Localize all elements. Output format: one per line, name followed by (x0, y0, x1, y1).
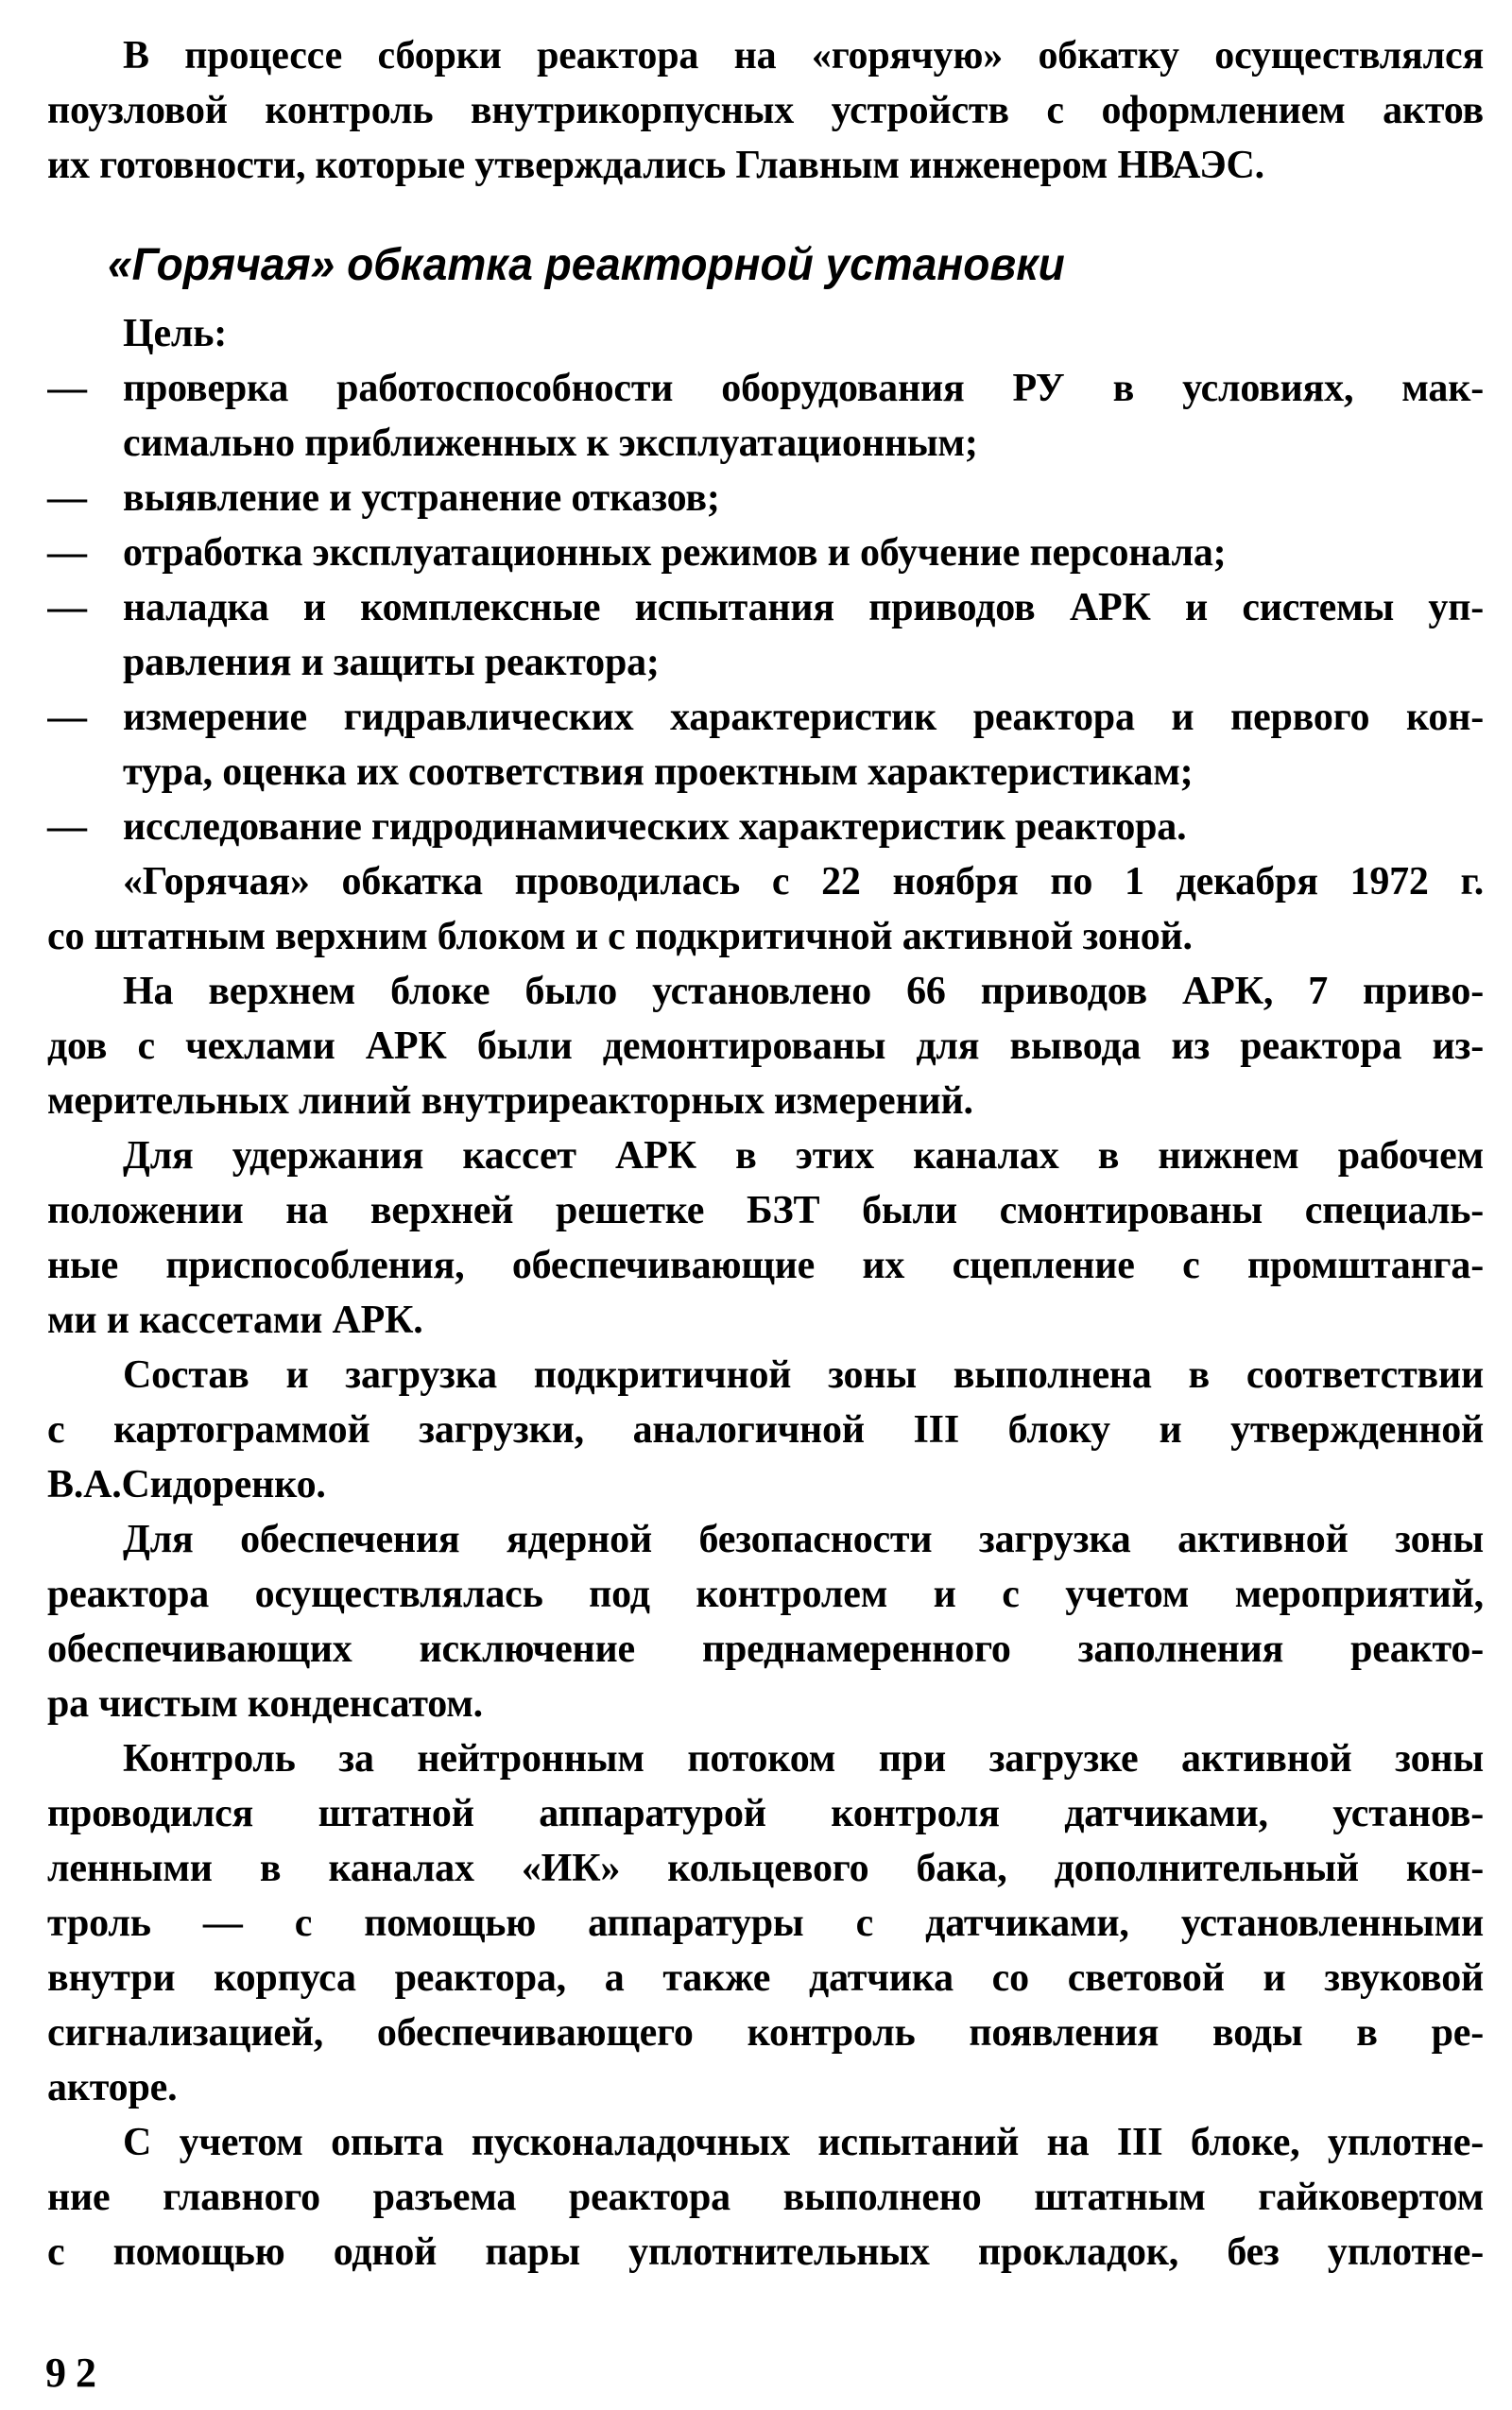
text-line: равления и защиты реактора; (123, 641, 660, 684)
text-line: ленными в каналах «ИК» кольцевого бака, дополнительный кон- (47, 1847, 1484, 1890)
text-line: положении на верхней решетке БЗТ были смонтированы специаль- (47, 1189, 1484, 1232)
text-line: В процессе сборки реактора на «горячую» обкатку осуществлялся (123, 34, 1484, 77)
text-line: сигнализацией, обеспечивающего контроль появления воды в ре- (47, 2011, 1484, 2055)
text-line: В.А.Сидоренко. (47, 1463, 326, 1506)
text-line: симально приближенных к эксплуатационным; (123, 422, 978, 465)
section-heading (47, 236, 1484, 295)
bullet-dash: — (47, 586, 87, 629)
bullet-line-text: проверка работоспособности оборудования РУ в условиях, мак- (123, 367, 1484, 410)
text-line: Для удержания кассет АРК в этих каналах в нижнем рабочем (123, 1134, 1484, 1178)
bullet-dash: — (47, 367, 87, 410)
text-line: внутри корпуса реактора, а также датчика со световой и звуковой (47, 1956, 1484, 2000)
text-line: Состав и загрузка подкритичной зоны выполнена в соответствии (123, 1353, 1484, 1397)
bullet-line (47, 361, 1484, 416)
bullet-dash: — (47, 696, 87, 739)
text-line: поузловой контроль внутрикорпусных устройств с оформлением актов (47, 89, 1484, 132)
text-line: Контроль за нейтронным потоком при загрузке активной зоны (123, 1737, 1484, 1781)
bullet-line-text: исследование гидродинамических характеристик реактора. (123, 805, 1187, 849)
bullet-line-text: наладка и комплексные испытания приводов АРК и системы уп- (123, 586, 1484, 629)
text-line: Цель: (123, 312, 228, 355)
text-line: ми и кассетами АРК. (47, 1299, 423, 1342)
text-line: акторе. (47, 2066, 178, 2109)
text-line: С учетом опыта пусконаладочных испытаний на III блоке, уплотне- (123, 2121, 1484, 2164)
text-line: мерительных линий внутриреакторных измерений. (47, 1079, 973, 1123)
text-line: их готовности, которые утверждались Главным инженером НВАЭС. (47, 144, 1264, 187)
bullet-dash: — (47, 531, 87, 575)
bullet-dash: — (47, 476, 87, 520)
bullet-line-text: отработка эксплуатационных режимов и обучение персонала; (123, 531, 1227, 575)
text-line: На верхнем блоке было установлено 66 приводов АРК, 7 приво- (123, 970, 1484, 1013)
text-line: проводился штатной аппаратурой контроля датчиками, установ- (47, 1792, 1484, 1835)
text-line: «Горячая» обкатка проводилась с 22 ноября по 1 декабря 1972 г. (123, 860, 1484, 904)
text-line: реактора осуществлялась под контролем и с учетом мероприятий, (47, 1573, 1484, 1616)
text-line: дов с чехлами АРК были демонтированы для вывода из реактора из- (47, 1024, 1484, 1068)
text-line: Для обеспечения ядерной безопасности загрузка активной зоны (123, 1518, 1484, 1561)
text-line: с картограммой загрузки, аналогичной III блоку и утвержденной (47, 1408, 1484, 1452)
text-line: троль — с помощью аппаратуры с датчиками, установленными (47, 1902, 1484, 1945)
text-line: тура, оценка их соответствия проектным характеристикам; (123, 750, 1194, 794)
bullet-dash: — (47, 805, 87, 849)
text-line: со штатным верхним блоком и с подкритичной активной зоной. (47, 915, 1193, 958)
text-line: ра чистым конденсатом. (47, 1682, 483, 1726)
bullet-line-text: выявление и устранение отказов; (123, 476, 720, 520)
bullet-line-text: измерение гидравлических характеристик реактора и первого кон- (123, 696, 1484, 739)
bullet-line (47, 471, 1484, 525)
text-line: ние главного разъема реактора выполнено штатным гайковертом (47, 2176, 1484, 2219)
text-line: обеспечивающих исключение преднамеренного заполнения реакто- (47, 1627, 1484, 1671)
page-number: 92 (45, 2350, 106, 2396)
section-heading-text: «Горячая» обкатка реакторной установки (108, 240, 1065, 290)
bullet-line (47, 800, 1484, 854)
text-line: с помощью одной пары уплотнительных прокладок, без уплотне- (47, 2230, 1484, 2274)
bullet-line (47, 580, 1484, 635)
text-line: ные приспособления, обеспечивающие их сцепление с промштанга- (47, 1244, 1484, 1287)
bullet-line (47, 525, 1484, 580)
bullet-line (47, 690, 1484, 745)
page-content (47, 28, 1484, 2280)
